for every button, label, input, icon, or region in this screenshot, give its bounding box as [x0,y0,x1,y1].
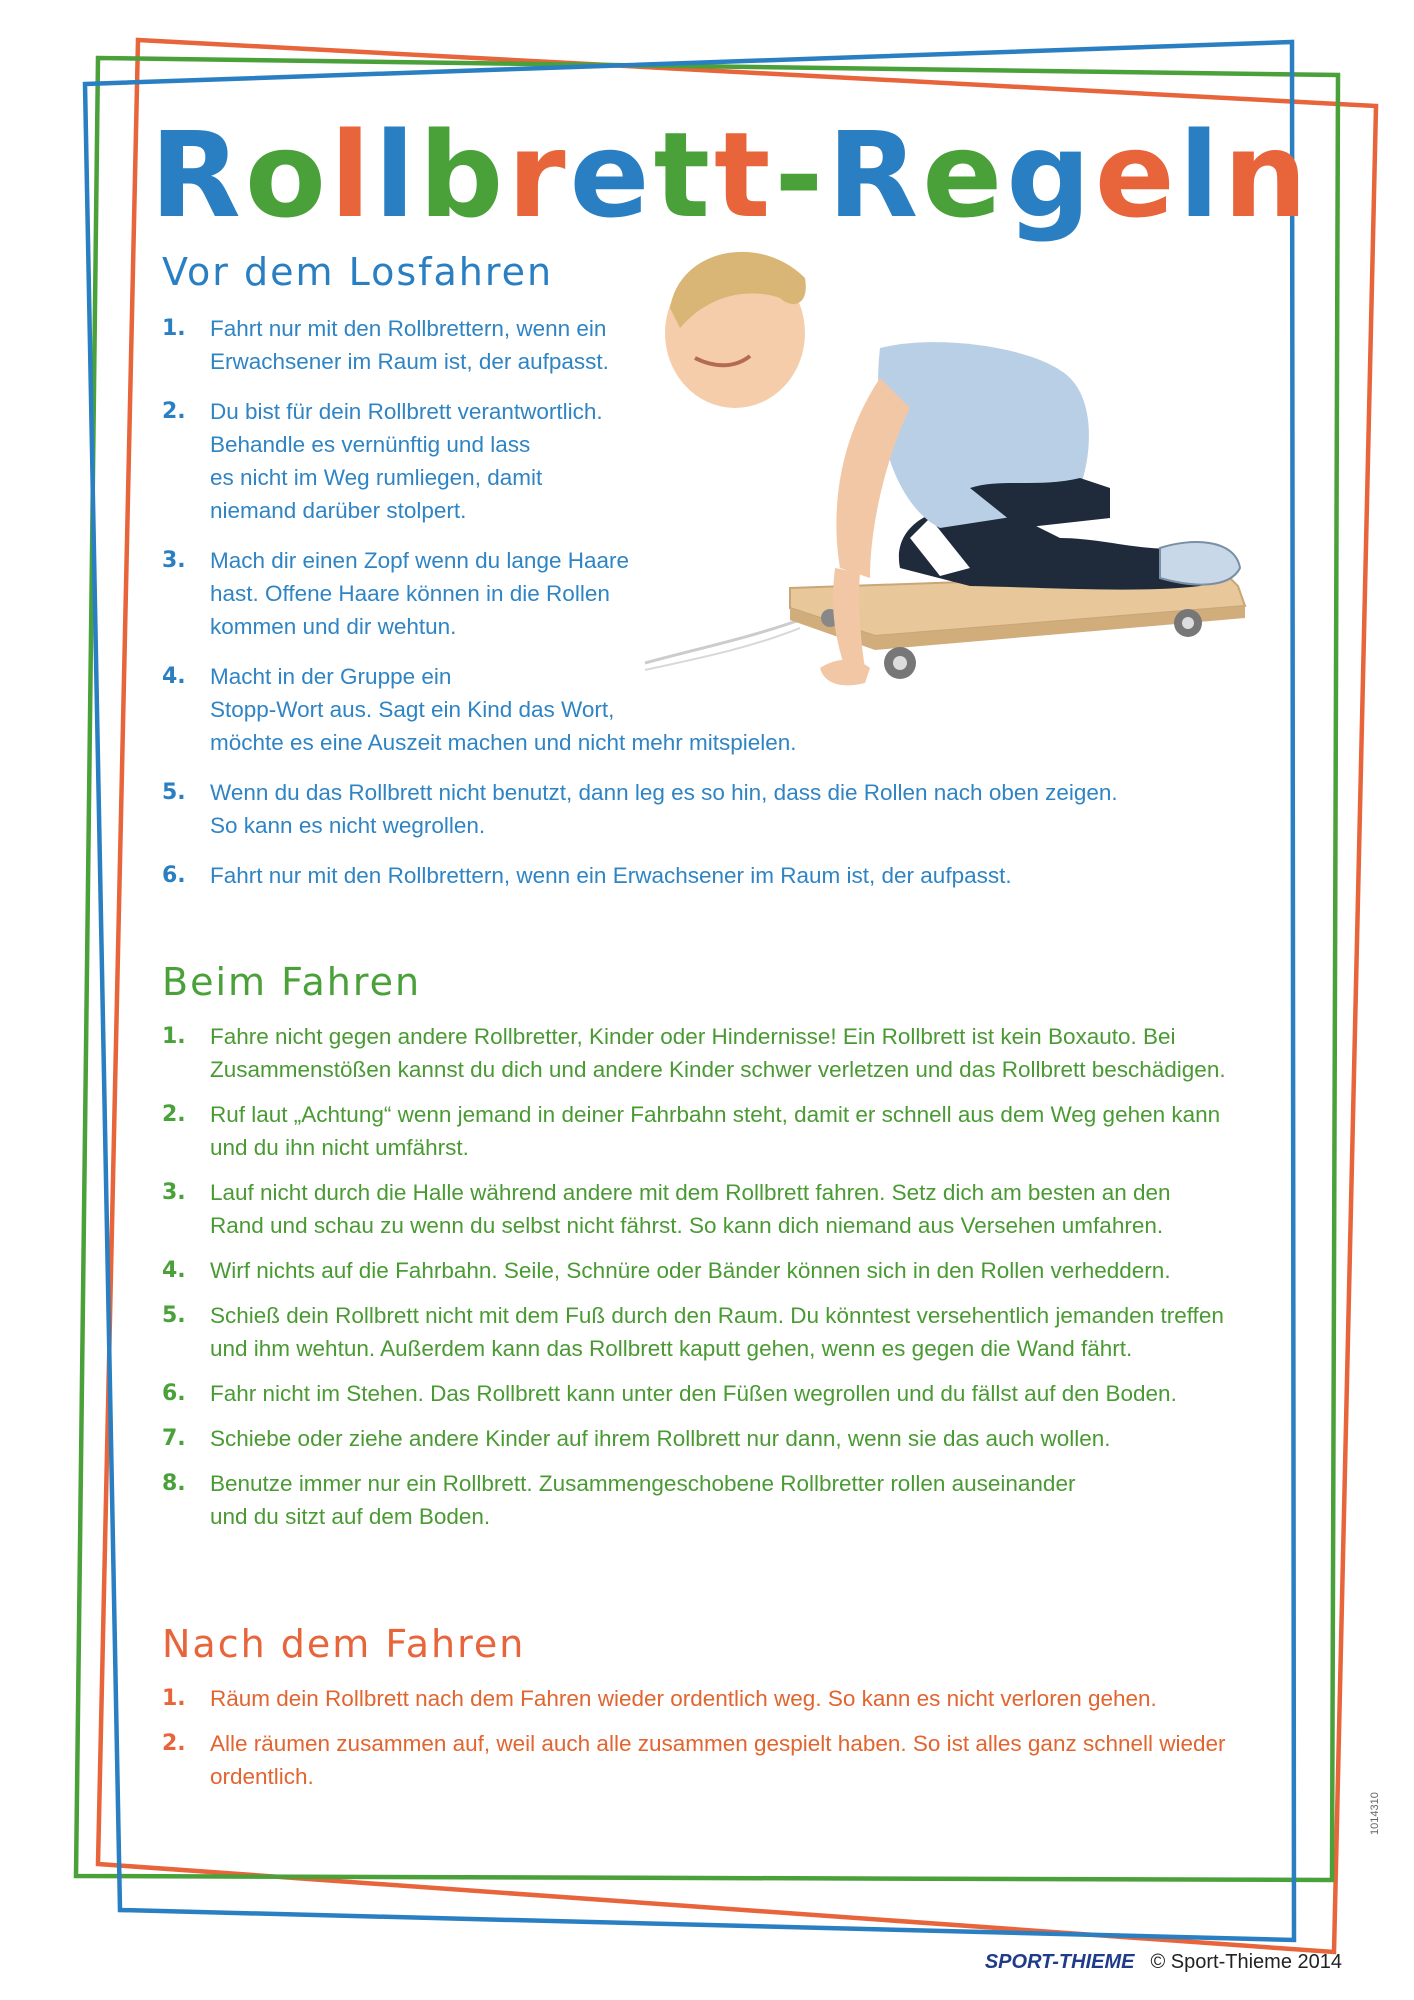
title-letter: e [1094,106,1179,244]
title-letter: b [418,106,508,244]
rule-text: Fahrt nur mit den Rollbrettern, wenn ein Erwachsener im Raum ist, der aufpasst. [210,316,609,374]
title-letter: o [244,106,330,244]
rule-number: 6. [162,863,186,888]
rule-number: 5. [162,1303,186,1328]
rule-text: Benutze immer nur ein Rollbrett. Zusammengeschobene Rollbretter rollen auseinander und du sitzt auf dem Boden. [210,1471,1076,1529]
rule-text: Lauf nicht durch die Halle während andere mit dem Rollbrett fahren. Setz dich am besten an den Rand und schau zu wenn du selbst nicht fährst. So kann dich niemand aus Versehen umfahren. [210,1180,1171,1238]
rule-number: 3. [162,548,186,573]
rule-item [162,859,1262,892]
rule-item [162,544,1262,643]
rule-item [162,1377,1312,1410]
rule-item [162,776,1262,842]
rule-item [162,1467,1312,1533]
rule-text: Ruf laut „Achtung“ wenn jemand in deiner Fahrbahn steht, damit er schnell aus dem Weg gehen kann und du ihn nicht umfährst. [210,1102,1221,1160]
rule-item [162,1682,1312,1715]
rule-number: 5. [162,780,186,805]
title-letter: l [329,106,375,244]
title-letter: - [774,106,828,244]
footer [985,1951,1342,1974]
section-heading-during: Beim Fahren [162,960,422,1004]
title-letter: t [653,106,714,244]
rules-list-during [162,1020,1312,1545]
title-letter: l [1178,106,1224,244]
rule-text: Mach dir einen Zopf wenn du lange Haare hast. Offene Haare können in die Rollen kommen und dir wehtun. [210,548,630,639]
title-letter: t [713,106,775,244]
rule-item [162,1299,1312,1365]
rule-text: Räum dein Rollbrett nach dem Fahren wieder ordentlich weg. So kann es nicht verloren gehen. [210,1686,1157,1711]
rule-text: Fahre nicht gegen andere Rollbretter, Kinder oder Hindernisse! Ein Rollbrett ist kein Boxauto. Bei Zusammenstößen kannst du dich und andere Kinder schwer verletzen und das Rollbrett beschädigen. [210,1024,1226,1082]
rule-number: 1. [162,316,186,341]
rule-number: 1. [162,1686,186,1711]
rule-number: 6. [162,1381,186,1406]
section-heading-before: Vor dem Losfahren [162,250,554,294]
title-letter: e [569,106,654,244]
rule-number: 3. [162,1180,186,1205]
rule-text: Schiebe oder ziehe andere Kinder auf ihrem Rollbrett nur dann, wenn sie das auch wollen. [210,1426,1111,1451]
rule-item [162,312,1262,378]
rule-number: 4. [162,1258,186,1283]
title-letter: e [922,106,1007,244]
rule-text: Wenn du das Rollbrett nicht benutzt, dann leg es so hin, dass die Rollen nach oben zeigen. So kann es nicht wegrollen. [210,780,1118,838]
section-heading-after: Nach dem Fahren [162,1622,526,1666]
rule-text: Fahr nicht im Stehen. Das Rollbrett kann unter den Füßen wegrollen und du fällst auf den Boden. [210,1381,1177,1406]
rules-list-after [162,1682,1312,1805]
rule-text: Macht in der Gruppe ein Stopp-Wort aus. Sagt ein Kind das Wort, möchte es eine Auszeit machen und nicht mehr mitspielen. [210,664,797,755]
rule-number: 4. [162,664,186,689]
rule-item [162,395,1262,527]
rule-number: 1. [162,1024,186,1049]
rule-item [162,1176,1312,1242]
rule-number: 2. [162,1102,186,1127]
title-letter: R [150,106,245,244]
rule-number: 7. [162,1426,186,1451]
rule-number: 8. [162,1471,186,1496]
title-letter: l [374,106,419,244]
rule-text: Schieß dein Rollbrett nicht mit dem Fuß durch den Raum. Du könntest versehentlich jemanden treffen und ihm wehtun. Außerdem kann das Rollbrett kaputt gehen, wenn es gegen die Wand fährt. [210,1303,1224,1361]
rule-item [162,1098,1312,1164]
copyright: © Sport-Thieme 2014 [1150,1951,1342,1973]
article-code: 1014310 [1369,1792,1381,1835]
title-letter: r [507,106,570,244]
rule-number: 2. [162,399,186,424]
rule-text: Fahrt nur mit den Rollbrettern, wenn ein Erwachsener im Raum ist, der aufpasst. [210,863,1012,888]
rule-item [162,1254,1312,1287]
title-letter: g [1006,106,1095,244]
rule-item [162,1727,1312,1793]
rule-text: Alle räumen zusammen auf, weil auch alle zusammen gespielt haben. So ist alles ganz schnell wieder ordentlich. [210,1731,1226,1789]
rule-item [162,1020,1312,1086]
page-title [150,105,1312,245]
rule-item [162,660,1262,759]
title-letter: R [827,106,923,244]
title-letter: n [1223,106,1312,244]
rule-text: Du bist für dein Rollbrett verantwortlich. Behandle es vernünftig und lass es nicht im Weg rumliegen, damit niemand darüber stolpert. [210,399,603,523]
rules-list-before [162,312,1262,909]
brand-logo: SPORT-THIEME [984,1951,1135,1973]
rule-item [162,1422,1312,1455]
rule-number: 2. [162,1731,186,1756]
rule-text: Wirf nichts auf die Fahrbahn. Seile, Schnüre oder Bänder können sich in den Rollen verheddern. [210,1258,1171,1283]
